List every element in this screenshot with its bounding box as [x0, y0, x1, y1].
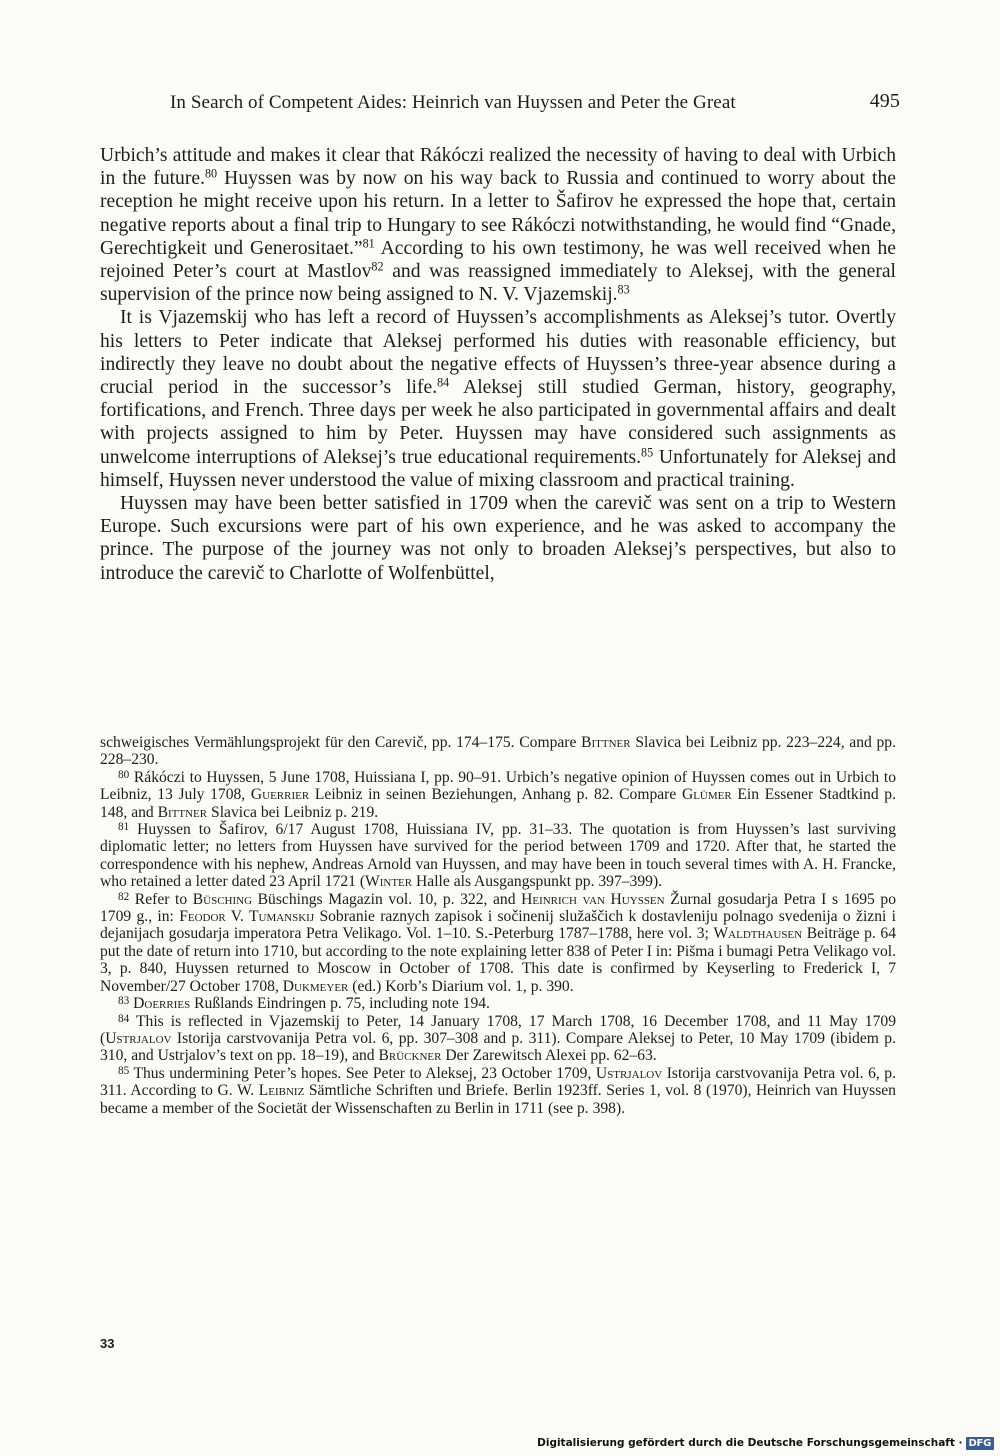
author-name: Heinrich van Huyssen — [521, 890, 665, 908]
text-run: Huyssen was by now on his way back to Russia and continued to worry about the reception he might receive upon his return. In a letter to Šafirov he expressed the hope that, certain negative reports about a final trip to Hungary to see Rákóczi notwithstanding, he would find “Gnade, Gerechtigkeit und Generositaet.” — [100, 168, 896, 259]
signature-mark: 33 — [100, 1336, 115, 1351]
text-run: Rákóczi to Huyssen, 5 June 1708, Huissiana I, pp. 90–91. Urbich’s negative opinion of Huyssen comes out in Urbich to Leibniz, 13 July 1708, — [100, 768, 896, 804]
paragraph-2 — [100, 306, 896, 492]
footnotes — [100, 734, 896, 1117]
running-head — [170, 90, 900, 118]
digitization-credit — [537, 1435, 994, 1451]
text-run: and was reassigned immediately to Aleksej, with the general supervision of the prince now being assigned to N. V. Vjazemskij. — [100, 261, 896, 306]
footnote-84 — [100, 1013, 896, 1065]
paragraph-1 — [100, 144, 896, 306]
text-run: Sobranie raznych zapisok i sočinenij služaščich k dostavleniju polnago svedenija o žizni i dejanijach gosudarja imperatora Petra Velikago. Vol. 1–10. S.-Peterburg 1787–1788, here vol. 3; — [100, 908, 896, 943]
text-run: Žurnal gosudarja Petra I s 1695 po 1709 g., in: — [100, 890, 896, 926]
author-name: Doerries — [133, 995, 191, 1013]
author-name: Glümer — [681, 786, 732, 804]
text-run: Slavica bei Leibniz pp. 223–224, and pp. 228–230. — [100, 734, 896, 769]
footnote-ref: 80 — [204, 166, 218, 181]
text-run: Ein Essener Stadtkind p. 148, and — [100, 786, 897, 821]
main-text — [100, 144, 896, 585]
text-run: Beiträge p. 64 put the date of return into 1710, but according to the note explaining letter 838 of Peter I in: Pis̆ma i bumagi Petra Velikago vol. 3, p. 840, Huyssen returned to Moscow in October of 1708. This date is confirmed by Keyserling to Frederick I, 7 November/27 October 1708, — [100, 925, 896, 995]
author-name: Dukmeyer — [282, 977, 349, 995]
footnote-ref: 85 — [641, 444, 654, 459]
credit-text: Digitalisierung gefördert durch die Deutsche Forschungsgemeinschaft · — [537, 1437, 963, 1449]
footnote-number: 83 — [118, 995, 130, 1008]
footnote-number: 81 — [118, 821, 130, 834]
footnote-continuation — [100, 734, 896, 769]
footnote-ref: 83 — [617, 282, 630, 297]
text-run: Istorija carstvovanija Petra vol. 6, pp. 307–308 and p. 311). Compare Aleksej to Peter, 10 May 1709 (ibidem p. 310, and Ustrjalov’s text on pp. 18–19), and — [100, 1029, 896, 1065]
text-run: Rußlands Eindringen p. 75, including note 194. — [190, 995, 490, 1013]
author-name: Leibniz — [258, 1082, 305, 1100]
footnote-85 — [100, 1065, 896, 1117]
author-name: Guerrier — [250, 786, 310, 804]
text-run: Unfortunately for Aleksej and himself, Huyssen never understood the value of mixing classroom and practical training. — [100, 446, 896, 491]
footnote-82 — [100, 891, 896, 995]
running-title: In Search of Competent Aides: Heinrich van Huyssen and Peter the Great — [170, 92, 736, 113]
text-run: Huyssen to Šafirov, 6/17 August 1708, Huissiana IV, pp. 31–33. The quotation is from Huyssen’s last surviving diplomatic letter; no letters from Huyssen have survived for the period between 1709 and 1720. After that, he started the correspondence with his nephew, Andreas Arnold van Huyssen, and may have been in touch several times with A. H. Francke, who retained a letter dated 23 April 1721 ( — [100, 821, 896, 891]
footnote-81 — [100, 821, 896, 891]
footnote-83 — [100, 995, 896, 1012]
text-run: This is reflected in Vjazemskij to Peter, 14 January 1708, 17 March 1708, 16 December 1708, and 11 May 1709 ( — [100, 1012, 896, 1047]
text-run: Sämtliche Schriften und Briefe. Berlin 1923ff. Series 1, vol. 8 (1970), Heinrich van Huyssen became a member of the Societät der Wissenschaften zu Berlin in 1711 (see p. 398). — [100, 1082, 896, 1117]
paragraph-3: Huyssen may have been better satisfied in 1709 when the carevič was sent on a trip to Western Europe. Such excursions were part of his own experience, and he was asked to accompany the prince. The purpose of the journey was not only to broaden Aleksej’s perspectives, but also to introduce the carevič to Charlotte of Wolfenbüttel, — [100, 493, 896, 584]
text-run: Thus undermining Peter’s hopes. See Peter to Aleksej, 23 October 1709, — [129, 1064, 596, 1082]
text-run: (ed.) Korb’s Diarium vol. 1, p. 390. — [348, 977, 574, 995]
footnote-80 — [100, 769, 896, 821]
author-name: Büsching — [192, 890, 253, 908]
footnote-number: 80 — [118, 768, 130, 781]
text-run: Slavica bei Leibniz p. 219. — [207, 803, 379, 821]
text-run: It is Vjazemskij who has left a record of Huyssen’s accomplishments as Aleksej’s tutor. Overtly his letters to Peter indicate that Aleksej performed his duties with reasonable efficiency, but indirectly they leave no doubt about the negative effects of Huyssen’s three-year absence during a crucial period in the successor’s life. — [100, 307, 896, 399]
author-name: Brückner — [378, 1047, 442, 1065]
footnote-ref: 84 — [437, 375, 450, 390]
text-run: Aleksej still studied German, history, geography, fortifications, and French. Three days per week he also participated in governmental affairs and dealt with projects assigned to him by Peter. Huyssen may have considered such assignments as unwelcome interruptions of Aleksej’s true educational requirements. — [100, 377, 896, 468]
footnote-ref: 82 — [371, 259, 384, 274]
page-number: 495 — [869, 90, 900, 112]
author-name: Ustrjalov — [595, 1064, 663, 1082]
text-run: Der Zarewitsch Alexei pp. 62–63. — [441, 1047, 657, 1065]
text-run: According to his own testimony, he was well received when he rejoined Peter’s court at Mastlov — [100, 237, 896, 283]
author-name: Winter — [365, 873, 413, 891]
text-run: Büschings Magazin vol. 10, p. 322, and — [252, 890, 522, 908]
author-name: Waldthausen — [713, 925, 803, 943]
footnote-number: 82 — [118, 890, 130, 903]
dfg-logo-icon: DFG — [966, 1437, 994, 1450]
text-run: Leibniz in seinen Beziehungen, Anhang p. 82. Compare — [309, 786, 682, 804]
text-run: Urbich’s attitude and makes it clear that Rákóczi realized the necessity of having to deal with Urbich in the future. — [100, 145, 896, 190]
text-run: Refer to — [129, 890, 193, 908]
author-name: Bittner — [157, 803, 208, 821]
author-name: Bittner — [581, 734, 631, 751]
text-run: Halle als Ausgangspunkt pp. 397–399). — [412, 873, 663, 891]
text-run: schweigisches Vermählungsprojekt für den Carevič, pp. 174–175. Compare — [100, 734, 582, 751]
footnote-ref: 81 — [362, 236, 375, 251]
text-run: Istorija carstvovanija Petra vol. 6, p. 311. According to G. W. — [100, 1064, 897, 1100]
author-name: Feodor V. Tumanskij — [179, 908, 315, 926]
author-name: Ustrjalov — [105, 1029, 172, 1047]
footnote-number: 85 — [118, 1064, 130, 1077]
footnote-number: 84 — [118, 1012, 130, 1025]
